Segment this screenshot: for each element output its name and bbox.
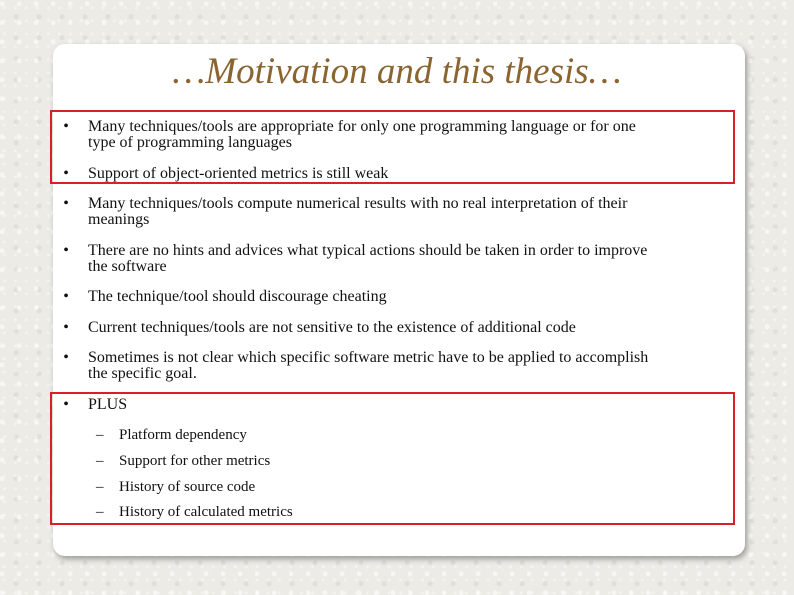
bullet-text-cheating: The technique/tool should discourage cheating	[88, 288, 387, 305]
bullet-text-oo-metrics: Support of object-oriented metrics is still weak	[88, 165, 389, 182]
bullet-text-plus: PLUS	[88, 396, 128, 413]
sub-item-metrics-history: History of calculated metrics	[119, 504, 293, 520]
sub-item-source-history: History of source code	[119, 479, 256, 495]
bullet-marker: •	[63, 118, 69, 135]
bullet-marker: •	[63, 319, 69, 336]
sub-item-dash: –	[96, 453, 104, 469]
bullet-marker: •	[63, 165, 69, 182]
bullet-text-additional-code: Current techniques/tools are not sensitive to the existence of additional code	[88, 319, 576, 336]
bullet-text-interpretation: Many techniques/tools compute numerical results with no real interpretation of their meanings	[88, 195, 628, 228]
bullet-marker: •	[63, 195, 69, 212]
bullet-marker: •	[63, 349, 69, 366]
bullet-text-language-support: Many techniques/tools are appropriate for only one programming language or for one type of programming languages	[88, 118, 636, 151]
sub-item-other-metrics: Support for other metrics	[119, 453, 271, 469]
bullet-text-metric-selection: Sometimes is not clear which specific software metric have to be applied to accomplish the specific goal.	[88, 349, 649, 382]
bullet-marker: •	[63, 288, 69, 305]
bullet-marker: •	[63, 396, 69, 413]
sub-item-platform-dependency: Platform dependency	[119, 427, 247, 443]
sub-item-dash: –	[96, 479, 104, 495]
sub-item-dash: –	[96, 427, 104, 443]
slide-title: …Motivation and this thesis…	[172, 51, 622, 92]
sub-item-dash: –	[96, 504, 104, 520]
bullet-text-hints: There are no hints and advices what typical actions should be taken in order to improve the software	[88, 242, 648, 275]
bullet-marker: •	[63, 242, 69, 259]
